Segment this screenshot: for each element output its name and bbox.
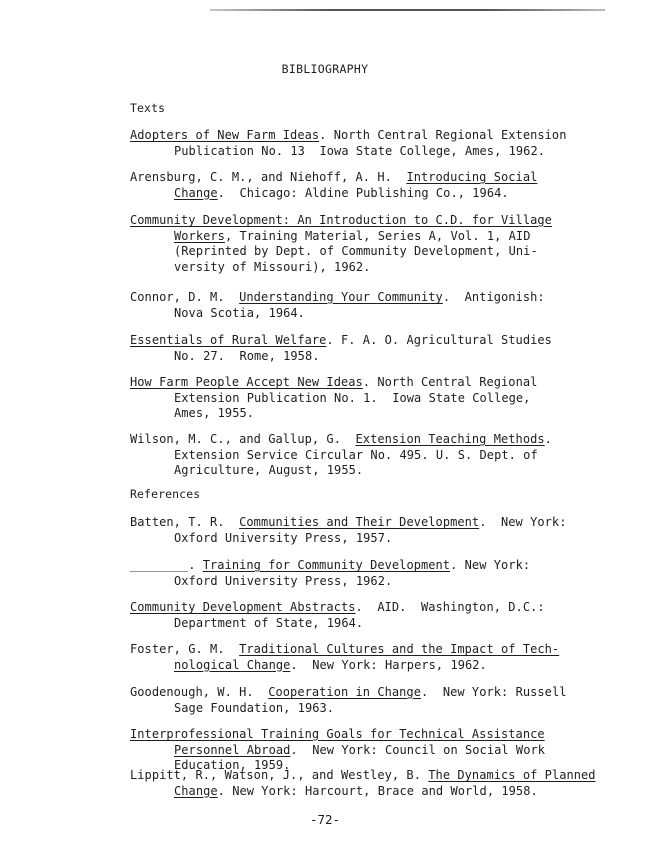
bib-entry [130, 213, 550, 275]
bib-entry [130, 128, 567, 159]
entry-text: . North Central Regional [362, 375, 538, 389]
entry-first-line [130, 768, 596, 784]
underlined-title: Training for Community Development [202, 558, 451, 572]
entry-first-line [130, 727, 550, 743]
entry-text: . New York: [450, 558, 531, 572]
underlined-title: Community Development Abstracts [130, 600, 356, 614]
entry-text: . New York: Harcourt, Brace and World, 1958. [217, 783, 538, 798]
entry-continuation-line [130, 391, 550, 407]
underlined-title: Workers [174, 228, 225, 243]
entry-text: Ames, 1955. [174, 406, 255, 420]
entry-text: . New York: [479, 515, 567, 529]
entry-text: Extension Publication No. 1. Iowa State College, [174, 390, 531, 405]
entry-continuation-line [130, 306, 550, 322]
entry-continuation-line [130, 531, 550, 547]
entry-text: . Chicago: Aldine Publishing Co., 1964. [217, 185, 509, 200]
entry-text: . New York: Russell [421, 685, 567, 699]
entry-text: Goodenough, W. H. [130, 685, 269, 699]
bib-entry [130, 685, 567, 716]
entry-text: Oxford University Press, 1962. [174, 573, 393, 588]
underlined-title: Change [174, 185, 218, 200]
bib-entry [130, 170, 550, 201]
entry-continuation-line [130, 244, 550, 260]
entry-continuation-line [130, 463, 550, 479]
entry-first-line [130, 375, 550, 391]
entry-continuation-line [130, 229, 550, 245]
entry-first-line [130, 432, 550, 448]
entry-continuation-line [130, 658, 550, 674]
entry-text: No. 27. Rome, 1958. [174, 348, 320, 363]
entry-continuation-line [130, 349, 550, 365]
entry-text: ________. [130, 558, 203, 572]
entry-text: , Training Material, Series A, Vol. 1, AID [224, 228, 531, 243]
entry-first-line [130, 170, 550, 186]
underlined-title: Extension Teaching Methods [355, 432, 545, 446]
underlined-title: Interprofessional Training Goals for Technical Assistance [130, 727, 545, 741]
bib-entry [130, 600, 550, 631]
entry-text: Oxford University Press, 1957. [174, 530, 393, 545]
entry-continuation-line [130, 743, 550, 759]
entry-text: . F. A. O. Agricultural Studies [326, 333, 552, 347]
entry-text: Lippitt, R., Watson, J., and Westley, B. [130, 768, 429, 782]
entry-text: . New York: Harpers, 1962. [290, 657, 487, 672]
bib-entry [130, 375, 550, 422]
entry-text: Extension Service Circular No. 495. U. S. Dept. of [174, 447, 538, 462]
entry-text: . [544, 432, 552, 446]
underlined-title: Change [174, 783, 218, 798]
bib-entry [130, 290, 550, 321]
entry-first-line [130, 558, 550, 574]
entry-continuation-line [130, 574, 550, 590]
bib-entry [130, 558, 550, 589]
entry-first-line [130, 213, 550, 229]
entry-first-line [130, 515, 567, 531]
underlined-title: Understanding Your Community [239, 290, 443, 304]
page-heading: BIBLIOGRAPHY [281, 62, 369, 76]
entry-first-line [130, 685, 567, 701]
bib-entry [130, 642, 560, 673]
underlined-title: nological Change [174, 657, 291, 672]
entry-text: Nova Scotia, 1964. [174, 305, 305, 320]
entry-text: Agriculture, August, 1955. [174, 463, 364, 477]
underlined-title: The Dynamics of Planned [428, 768, 596, 782]
underlined-title: How Farm People Accept New Ideas [130, 375, 363, 389]
underlined-title: Traditional Cultures and the Impact of Tech- [239, 642, 560, 656]
underlined-title: Communities and Their Development [239, 515, 480, 529]
page-number: -72- [309, 812, 341, 827]
entry-text: Education, 1959. [174, 758, 291, 772]
entry-text: Foster, G. M. [130, 642, 240, 656]
entry-text: . New York: Council on Social Work [290, 742, 546, 757]
entry-continuation-line [130, 701, 550, 717]
entry-text: . AID. Washington, D.C.: [355, 600, 545, 614]
entry-continuation-line [130, 448, 550, 464]
underlined-title: Personnel Abroad [174, 742, 291, 757]
underlined-title: Community Development: An Introduction to C.D. for Village [130, 213, 552, 227]
entry-first-line [130, 333, 550, 349]
entry-first-line [130, 128, 567, 144]
bib-entry [130, 333, 550, 364]
entry-continuation-line [130, 406, 550, 422]
entry-text: Connor, D. M. [130, 290, 240, 304]
entry-text: Wilson, M. C., and Gallup, G. [130, 432, 356, 446]
entry-first-line [130, 600, 550, 616]
top-scan-line [210, 9, 605, 11]
entry-text: Arensburg, C. M., and Niehoff, A. H. [130, 170, 407, 184]
entry-continuation-line [130, 144, 550, 160]
underlined-title: Cooperation in Change [268, 685, 421, 699]
entry-text: . North Central Regional Extension [319, 128, 567, 142]
entry-first-line [130, 290, 550, 306]
entry-continuation-line [130, 616, 550, 632]
entry-continuation-line [130, 260, 550, 276]
underlined-title: Adopters of New Farm Ideas [130, 128, 320, 142]
bib-entry [130, 727, 550, 774]
entry-text: Sage Foundation, 1963. [174, 700, 335, 715]
entry-continuation-line [130, 784, 550, 800]
underlined-title: Introducing Social [406, 170, 538, 184]
bib-entry [130, 515, 567, 546]
entry-text: . Antigonish: [442, 290, 545, 304]
entry-text: Publication No. 13 Iowa State College, Ames, 1962. [174, 143, 546, 158]
entry-continuation-line [130, 186, 550, 202]
bib-entry [130, 768, 596, 799]
entry-text: Department of State, 1964. [174, 615, 364, 630]
entry-text: versity of Missouri), 1962. [174, 259, 371, 274]
entry-text: (Reprinted by Dept. of Community Development, Uni- [174, 244, 538, 258]
entry-first-line [130, 642, 560, 658]
entry-text: Batten, T. R. [130, 515, 240, 529]
underlined-title: Essentials of Rural Welfare [130, 333, 327, 347]
section-label-texts: Texts [130, 101, 166, 115]
bib-entry [130, 432, 550, 479]
section-label-references: References [130, 487, 201, 501]
